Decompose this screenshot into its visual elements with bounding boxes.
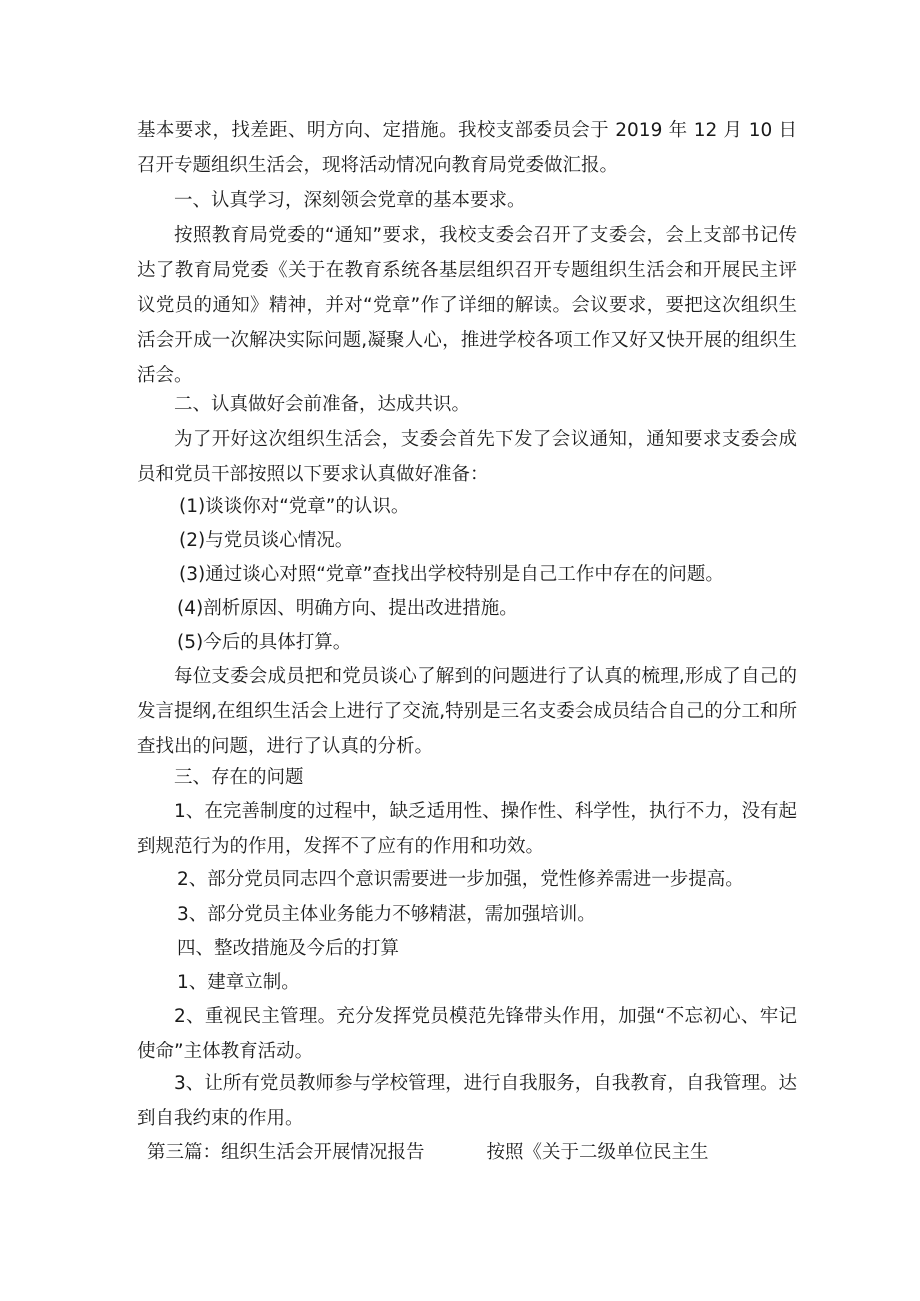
intro-paragraph: 基本要求，找差距、明方向、定措施。我校支部委员会于 2019 年 12 月 10 日召开专题组织生活会，现将活动情况向教育局党委做汇报。 xyxy=(137,120,797,176)
list-item: (5)今后的具体打算。 xyxy=(177,632,352,653)
list-item: (1)谈谈你对“党章”的认识。 xyxy=(179,496,410,517)
measure-item: 3、让所有党员教师参与学校管理，进行自我服务，自我教育，自我管理。达到自我约束的作用。 xyxy=(137,1073,797,1129)
problem-item: 1、在完善制度的过程中，缺乏适用性、操作性、科学性，执行不力，没有起到规范行为的作用，发挥不了应有的作用和功效。 xyxy=(137,801,797,857)
list-item: (3)通过谈心对照“党章”查找出学校特别是自己工作中存在的问题。 xyxy=(179,564,724,585)
section-2-paragraph: 为了开好这次组织生活会，支委会首先下发了会议通知，通知要求支委会成员和党员干部按照以下要求认真做好准备： xyxy=(137,429,797,485)
next-article-title: 第三篇：组织生活会开展情况报告 xyxy=(147,1142,425,1163)
problem-item: 3、部分党员主体业务能力不够精湛，需加强培训。 xyxy=(177,904,596,925)
next-article-line xyxy=(147,1135,709,1170)
section-heading-4: 四、整改措施及今后的打算 xyxy=(177,938,400,959)
problem-item: 2、部分党员同志四个意识需要进一步加强，党性修养需进一步提高。 xyxy=(177,869,744,890)
next-article-snippet: 按照《关于二级单位民主生 xyxy=(486,1142,709,1163)
section-heading-1: 一、认真学习，深刻领会党章的基本要求。 xyxy=(174,190,526,211)
section-2-summary-paragraph: 每位支委会成员把和党员谈心了解到的问题进行了认真的梳理,形成了自己的发言提纲,在组织生活会上进行了交流,特别是三名支委会成员结合自己的分工和所查找出的问题，进行了认真的分析。 xyxy=(137,666,797,757)
list-item: (4)剖析原因、明确方向、提出改进措施。 xyxy=(177,598,518,619)
measure-item: 2、重视民主管理。充分发挥党员模范先锋带头作用，加强“不忘初心、牢记使命”主体教育活动。 xyxy=(137,1006,797,1062)
section-1-paragraph: 按照教育局党委的“通知”要求，我校支委会召开了支委会，会上支部书记传达了教育局党委《关于在教育系统各基层组织召开专题组织生活会和开展民主评议党员的通知》精神，并对“党章”作了详细的解读。会议要求，要把这次组织生活会开成一次解决实际问题,凝聚人心，推进学校各项工作又好又快开展的组织生活会。 xyxy=(137,225,797,386)
section-heading-2: 二、认真做好会前准备，达成共识。 xyxy=(174,394,471,415)
list-item: (2)与党员谈心情况。 xyxy=(179,530,354,551)
measure-item: 1、建章立制。 xyxy=(177,972,300,993)
section-heading-3: 三、存在的问题 xyxy=(174,767,304,788)
